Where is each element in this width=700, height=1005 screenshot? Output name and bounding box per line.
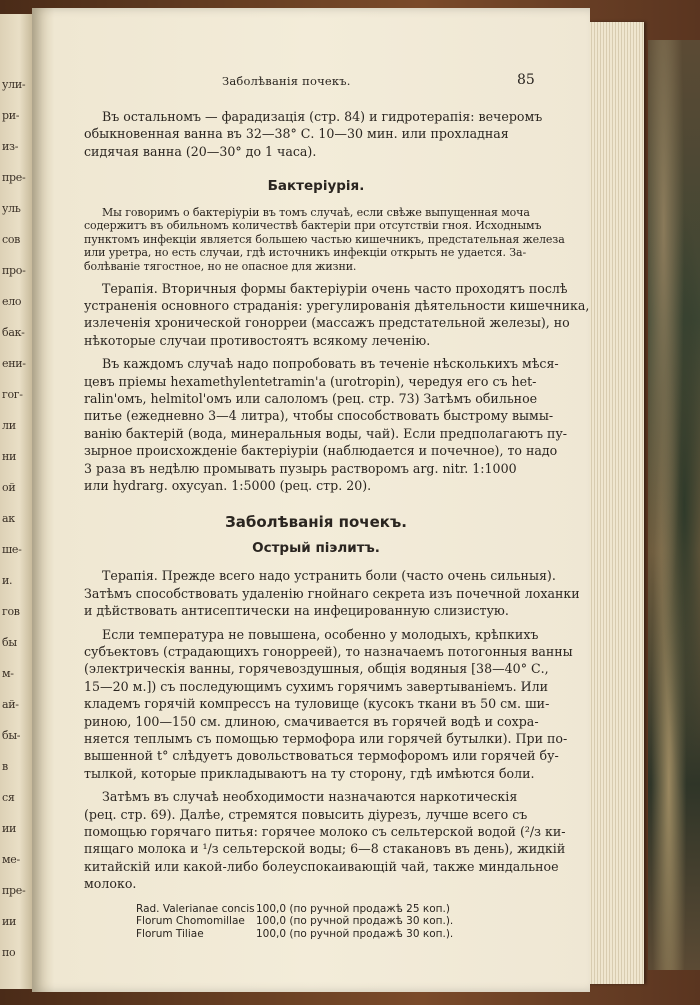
text-line: няется теплымъ съ помощью термофора или горячей бутылки). При по- bbox=[84, 730, 568, 746]
left-page-fragment: ело bbox=[2, 295, 22, 308]
text-line: устраненія основного страданія: урегулированія дѣятельности кишечника, bbox=[84, 298, 590, 313]
marbled-edge bbox=[648, 40, 700, 970]
left-page-fragment: м- bbox=[2, 667, 14, 680]
left-page-fragment: пре- bbox=[2, 171, 26, 184]
left-page-fragment: бак- bbox=[2, 326, 25, 339]
text-line: пящаго молока и ¹/з сельтерской воды; 6—8 стакановъ въ день), жидкій bbox=[84, 841, 566, 857]
left-page-fragment: ли bbox=[2, 419, 16, 432]
text-line: пунктомъ инфекціи является большею частью кишечникъ, предстательная железа bbox=[84, 232, 565, 246]
pyelitis-diuresis-paragraph bbox=[84, 788, 566, 892]
text-line: молоко. bbox=[84, 876, 137, 892]
left-page-fragment: уль bbox=[2, 202, 21, 215]
left-page-fragment: бы- bbox=[2, 729, 21, 742]
text-line: Мы говоримъ о бактеріуріи въ томъ случаѣ, если свѣже выпущенная моча bbox=[102, 205, 530, 219]
left-page-fragment: ии bbox=[2, 822, 17, 835]
text-line: цевъ пріемы hexamethylentetramin'a (urotropin), чередуя его съ het- bbox=[84, 373, 537, 389]
text-line: Если температура не повышена, особенно у молодыхъ, крѣпкихъ bbox=[102, 626, 539, 642]
text-line: 15—20 м.]) съ последующимъ сухимъ горячимъ завертываніемъ. Или bbox=[84, 678, 548, 694]
section-title-bacteriuria: Бактеріурія. bbox=[267, 178, 365, 195]
text-line: обыкновенная ванна въ 32—38° С. 10—30 мин. или прохладная bbox=[84, 126, 509, 142]
text-line: китайскій или какой-либо болеуспокаивающій чай, также миндальное bbox=[84, 858, 559, 874]
text-line: ванію бактерій (вода, минеральныя воды, чай). Если предполагаютъ пу- bbox=[84, 425, 568, 441]
text-line: или уретра, но есть случаи, гдѣ источникъ инфекціи открыть не удается. За- bbox=[84, 246, 527, 260]
text-line: и дѣйствовать антисептически на инфецированную слизистую. bbox=[84, 603, 509, 619]
left-page-fragment: бы bbox=[2, 636, 17, 649]
text-line: (рец. стр. 69). Далѣе, стремятся повысить діурезъ, лучше всего съ bbox=[84, 806, 528, 822]
left-page-fragment: ай- bbox=[2, 698, 19, 711]
text-line: Затѣмъ способствовать удаленію гнойнаго секрета изъ почечной лоханки bbox=[84, 585, 580, 601]
intro-paragraph bbox=[84, 108, 548, 160]
text-line: Терапія. Прежде всего надо устранить боли (часто очень сильныя). bbox=[102, 568, 556, 584]
section-title-pyelitis: Острый піэлитъ. bbox=[252, 539, 380, 556]
left-page-fragment: ии bbox=[2, 915, 17, 928]
recipe-name: Florum Tiliae bbox=[136, 927, 204, 940]
text-line: субъектовъ (страдающихъ гонорреей), то назначаемъ потогонныя ванны bbox=[84, 643, 573, 659]
text-line: вышенной t° слѣдуетъ довольствоваться термофоромъ или горячей бу- bbox=[84, 748, 559, 764]
text-line: Въ остальномъ — фарадизація (стр. 84) и гидротерапія: вечеромъ bbox=[102, 109, 543, 124]
text-line: помощью горячаго питья: горячее молоко съ сельтерской водой (²/з ки- bbox=[84, 823, 566, 839]
recipe-value: 100,0 (по ручной продажѣ 30 коп.). bbox=[256, 915, 454, 928]
text-line: Въ каждомъ случаѣ надо попробовать въ теченіе нѣсколькихъ мѣся- bbox=[102, 356, 559, 372]
left-page-fragment: ни bbox=[2, 450, 17, 463]
left-page-fragment: ой bbox=[2, 481, 16, 494]
left-page-fragment: ули- bbox=[2, 78, 26, 91]
text-line: Терапія. Вторичныя формы бактеріуріи очень часто проходятъ послѣ bbox=[102, 280, 568, 296]
recipe-value: 100,0 (по ручной продажѣ 30 коп.). bbox=[256, 927, 454, 940]
recipe-row bbox=[84, 928, 548, 941]
pyelitis-therapy-paragraph bbox=[84, 567, 580, 619]
text-line: содержитъ въ обильномъ количествѣ бактеріи при отсутствіи гноя. Исходнымъ bbox=[84, 219, 542, 233]
left-page-fragment: ся bbox=[2, 791, 15, 804]
left-page-fragment: гог- bbox=[2, 388, 23, 401]
text-line: риною, 100—150 см. длиною, смачивается въ горячей водѣ и сохра- bbox=[84, 713, 539, 729]
recipe-row bbox=[84, 915, 548, 928]
bacteriuria-treatment-paragraph bbox=[84, 355, 568, 494]
text-line: питье (ежедневно 3—4 литра), чтобы способствовать быстрому вымы- bbox=[84, 408, 554, 424]
left-page-fragment: по bbox=[2, 946, 16, 959]
left-page-fragment: ри- bbox=[2, 109, 20, 122]
text-line: (электрическія ванны, горячевоздушныя, общія водяныя [38—40° С., bbox=[84, 661, 549, 677]
page-body bbox=[84, 108, 590, 940]
running-head: Заболѣванія почекъ. bbox=[222, 74, 351, 88]
left-page-fragment: про- bbox=[2, 264, 26, 277]
bacteriuria-therapy-paragraph bbox=[84, 280, 590, 350]
recipe-name: Rad. Valerianae concis bbox=[136, 902, 255, 915]
left-page-fragment: и. bbox=[2, 574, 13, 587]
text-line: Затѣмъ въ случаѣ необходимости назначаются наркотическія bbox=[102, 789, 518, 805]
left-page-fragment: ше- bbox=[2, 543, 22, 556]
text-line: зырное происхожденіе бактеріуріи (наблюдается и почечное), то надо bbox=[84, 443, 558, 459]
text-line: тылкой, которые прикладываютъ на ту сторону, гдѣ имѣются боли. bbox=[84, 765, 535, 781]
recipe-value: 100,0 (по ручной продажѣ 25 коп.) bbox=[256, 902, 450, 915]
pyelitis-bath-paragraph bbox=[84, 626, 573, 783]
left-page-fragment: сов bbox=[2, 233, 21, 246]
bacteriuria-description bbox=[84, 205, 565, 274]
left-page-edge bbox=[0, 14, 32, 989]
left-page-fragment: пре- bbox=[2, 884, 26, 897]
text-line: излеченія хронической гонорреи (массажъ предстательной железы), но bbox=[84, 315, 570, 331]
recipe-list bbox=[84, 903, 548, 941]
left-page-fragment: ме- bbox=[2, 853, 20, 866]
text-line: ralin'омъ, helmitol'омъ или салоломъ (рец. стр. 73) Затѣмъ обильное bbox=[84, 391, 538, 407]
text-line: 3 раза въ недѣлю промывать пузырь растворомъ arg. nitr. 1:1000 bbox=[84, 460, 517, 476]
chapter-title-kidneys: Заболѣванія почекъ. bbox=[225, 513, 407, 532]
text-line: сидячая ванна (20—30° до 1 часа). bbox=[84, 143, 317, 159]
text-line: болѣваніе тягостное, но не опасное для жизни. bbox=[84, 260, 357, 273]
text-line: или hydrarg. oxycyan. 1:5000 (рец. стр. 20). bbox=[84, 478, 372, 494]
left-page-fragment: ак bbox=[2, 512, 15, 525]
left-page-fragment: в bbox=[2, 760, 8, 773]
text-line: нѣкоторые случаи противостоятъ всякому леченію. bbox=[84, 332, 431, 348]
left-page-fragment: ени- bbox=[2, 357, 26, 370]
page-number: 85 bbox=[517, 72, 535, 88]
left-page-fragment: из- bbox=[2, 140, 19, 153]
recipe-name: Florum Chomomillae bbox=[136, 915, 245, 928]
text-line: кладемъ горячій компрессъ на туловище (кусокъ ткани въ 50 см. ши- bbox=[84, 696, 550, 712]
right-page bbox=[32, 8, 590, 992]
left-page-fragment: гов bbox=[2, 605, 20, 618]
recipe-row bbox=[84, 903, 548, 916]
